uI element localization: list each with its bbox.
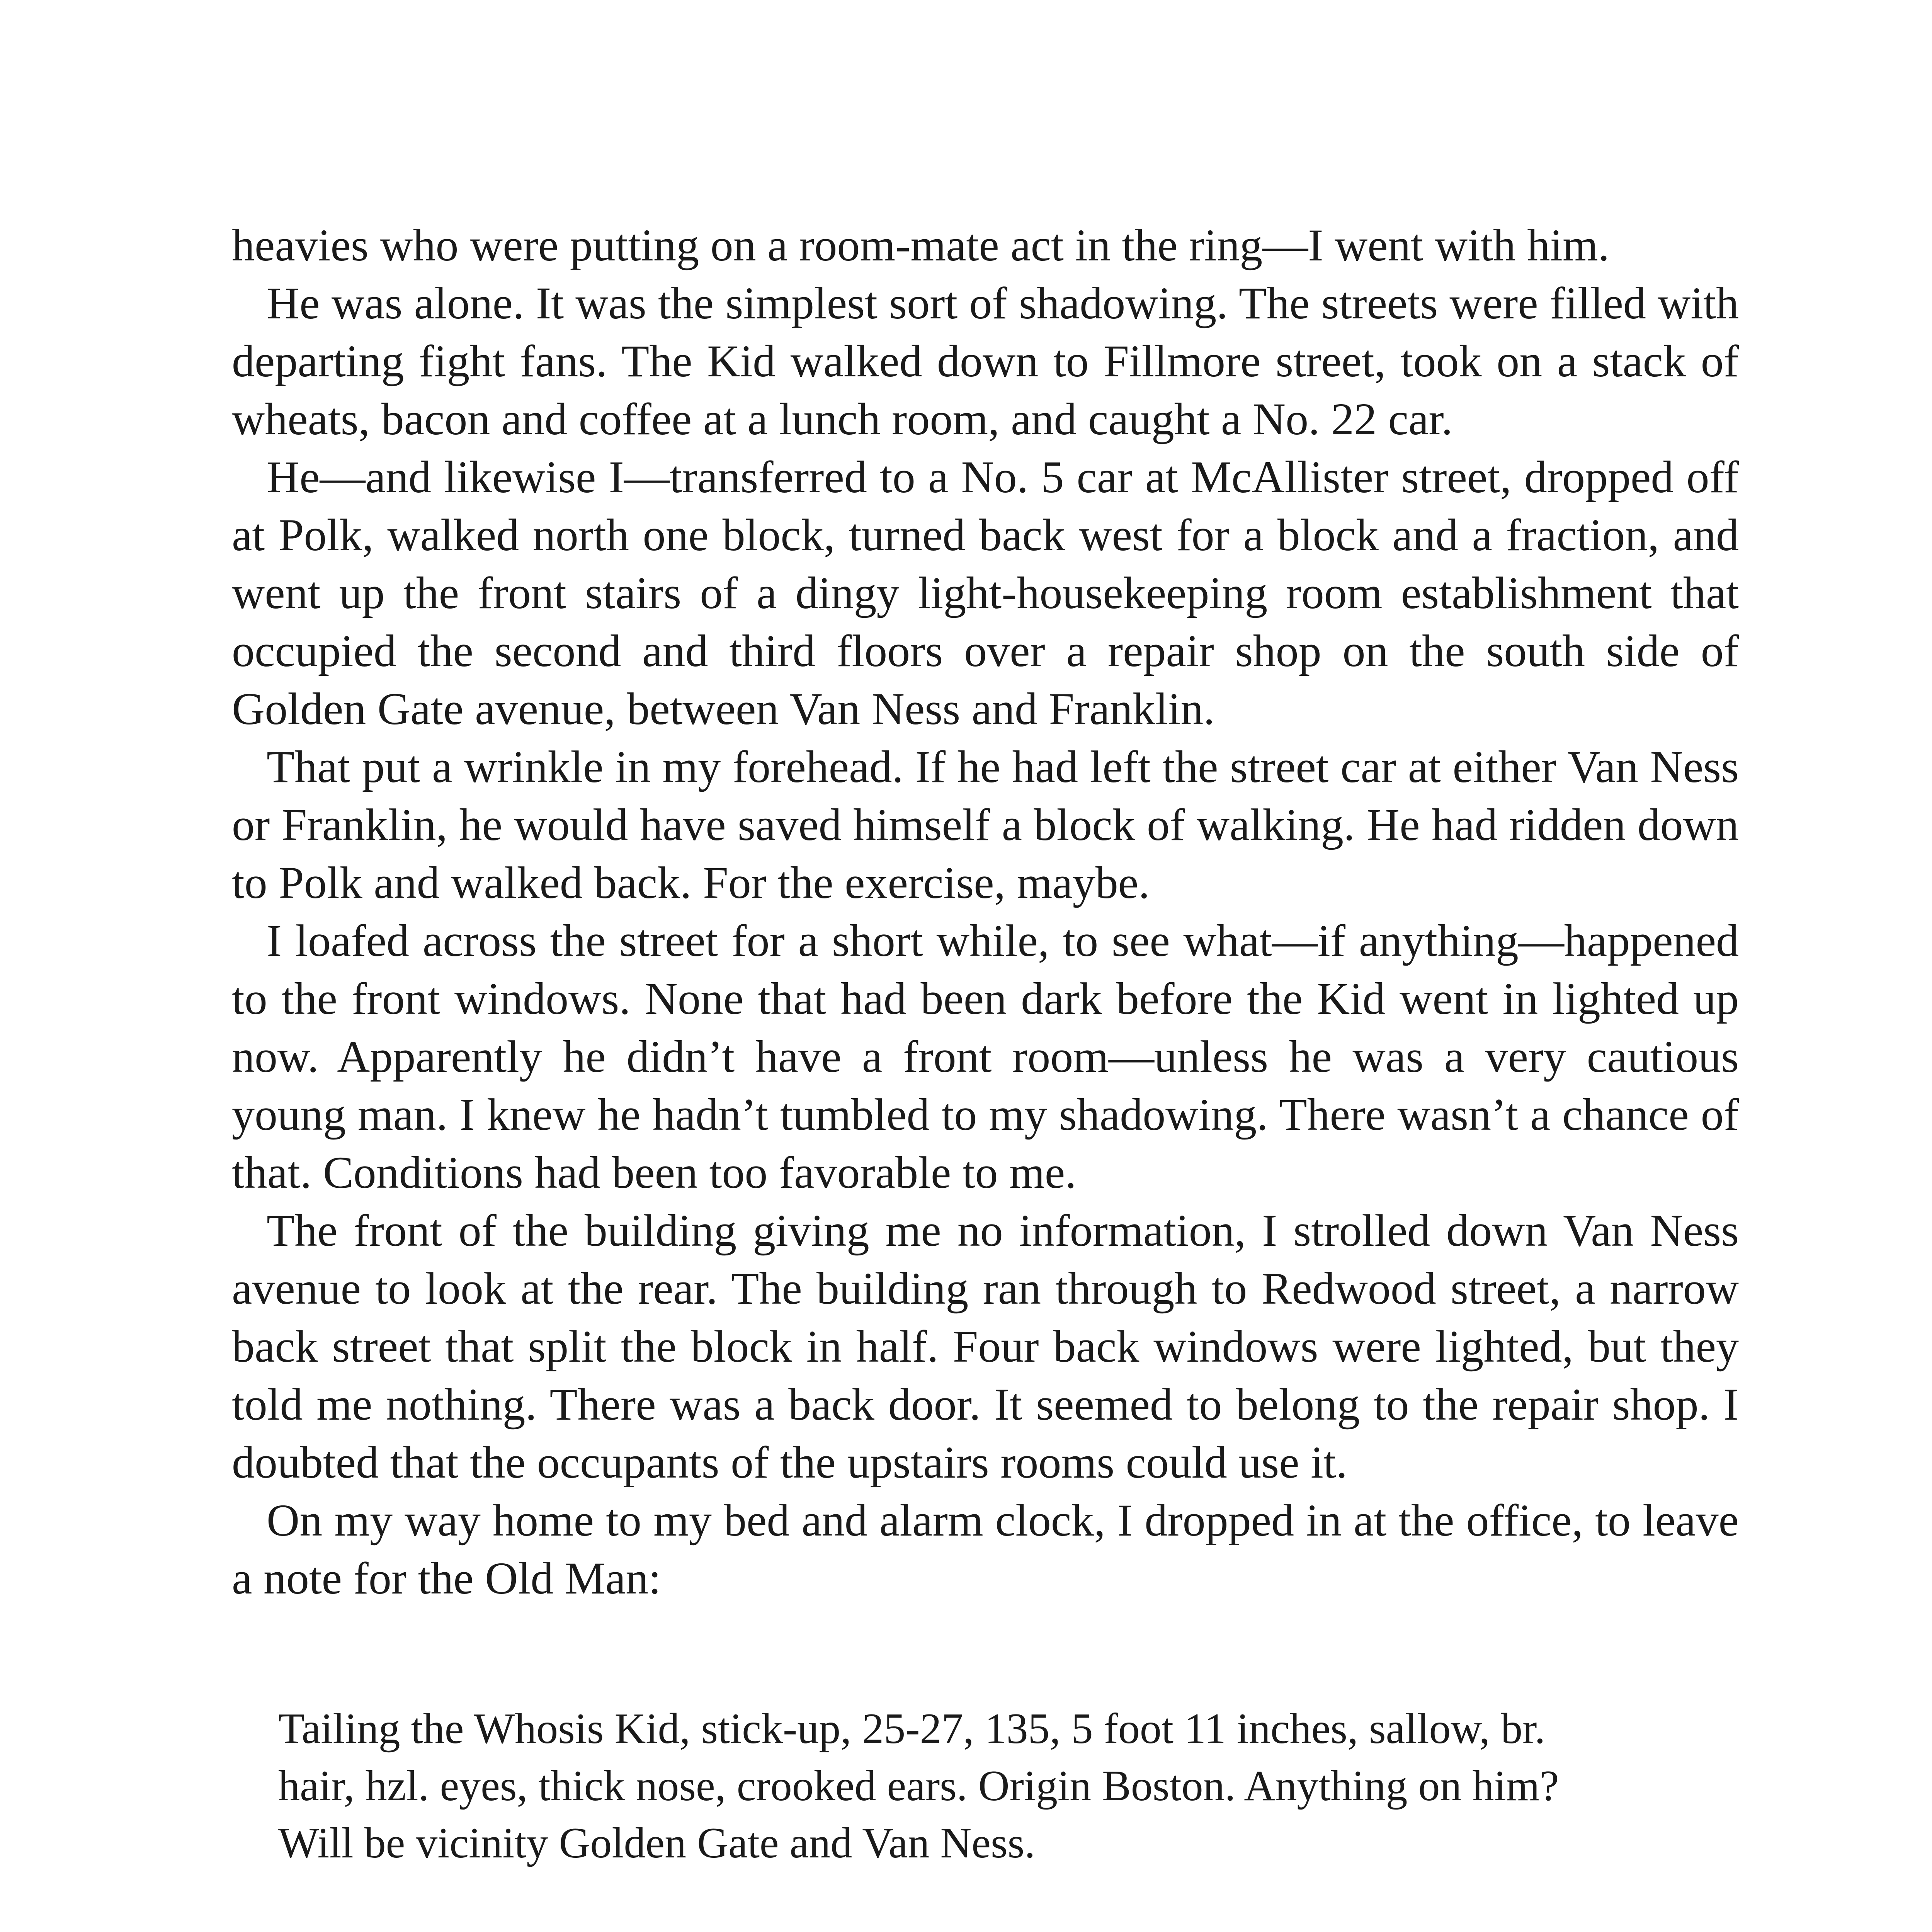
page-content [232,216,1739,1932]
note-line-1: Tailing the Whosis Kid, stick-up, 25-27, 135, 5 foot 11 inches, sallow, br. [278,1705,1546,1753]
paragraph-6: The front of the building giving me no information, I strolled down Van Ness avenue to look at the rear. The building ran through to Redwood street, a narrow back street that split the block in half. Four back windows were lighted, but they told me nothing. There was a back door. It seemed to belong to the repair shop. I doubted that the occupants of the upstairs rooms could use it. [232,1205,1739,1488]
paragraph-2: He was alone. It was the simplest sort of shadowing. The streets were filled with departing fight fans. The Kid walked down to Fillmore street, took on a stack of wheats, bacon and coffee at a lunch room, and caught a No. 22 car. [232,278,1739,444]
paragraph-5: I loafed across the street for a short while, to see what—if anything—happened to the front windows. None that had been dark before the Kid went in lighted up now. Apparently he didn’t have a front room—unless he was a very cautious young man. I knew he hadn’t tumbled to my shadowing. There wasn’t a chance of that. Conditions had been too favorable to me. [232,915,1739,1198]
note-to-old-man [278,1700,1689,1872]
paragraph-1: heavies who were putting on a room-mate act in the ring—I went with him. [232,220,1610,270]
note-line-2: hair, hzl. eyes, thick nose, crooked ears. Origin Boston. Anything on him? [278,1762,1559,1810]
paragraph-3: He—and likewise I—transferred to a No. 5 car at McAllister street, dropped off at Polk, walked north one block, turned back west for a block and a fraction, and went up the front stairs of a dingy light-housekeeping room establishment that occupied the second and third floors over a repair shop on the south side of Golden Gate avenue, between Van Ness and Franklin. [232,452,1739,734]
note-line-3: Will be vicinity Golden Gate and Van Ness. [278,1819,1036,1867]
paragraph-4: That put a wrinkle in my forehead. If he had left the street car at either Van Ness or Franklin, he would have saved himself a block of walking. He had ridden down to Polk and walked back. For the exercise, maybe. [232,742,1739,908]
paragraph-7: On my way home to my bed and alarm clock, I dropped in at the office, to leave a note for the Old Man: [232,1495,1739,1604]
